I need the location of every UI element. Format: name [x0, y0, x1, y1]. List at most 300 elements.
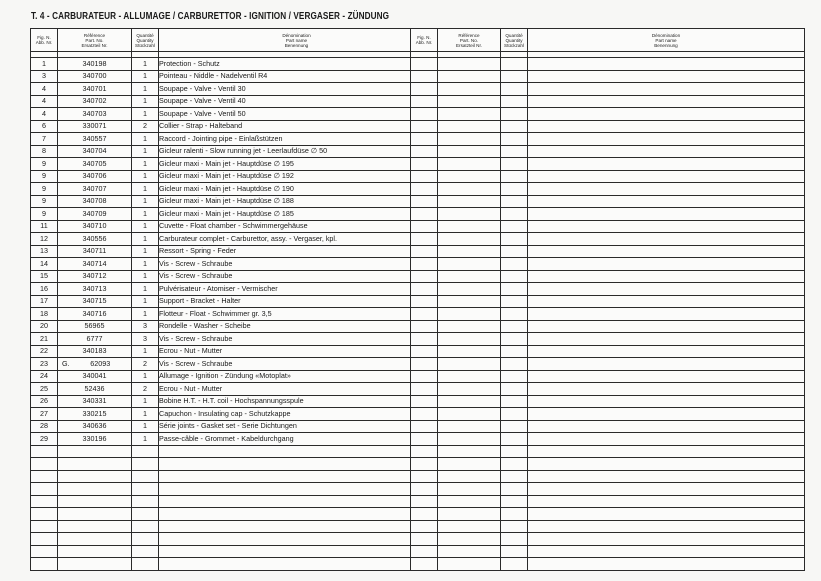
table-row [411, 195, 805, 208]
part-number-value: 56965 [84, 321, 105, 331]
quantity [501, 195, 528, 208]
part-number [58, 258, 132, 271]
fig-number [411, 120, 438, 133]
part-number [58, 495, 132, 508]
part-number [438, 508, 501, 521]
part-number-value: 52436 [84, 383, 105, 393]
fig-number: 9 [31, 195, 58, 208]
table-row [31, 220, 435, 233]
part-number-value: 340716 [82, 308, 107, 318]
part-number [58, 370, 132, 383]
part-number [58, 270, 132, 283]
part-number [438, 183, 501, 196]
part-number [438, 333, 501, 346]
fig-number [411, 170, 438, 183]
parts-table-right [410, 28, 805, 571]
part-name [159, 483, 435, 496]
quantity [501, 108, 528, 121]
fig-number [411, 245, 438, 258]
part-name [528, 283, 805, 296]
quantity [132, 520, 159, 533]
fig-number [31, 483, 58, 496]
fig-number: 24 [31, 370, 58, 383]
part-name: Capuchon - Insulating cap - Schutzkappe [159, 408, 435, 421]
part-number [438, 270, 501, 283]
part-name [528, 245, 805, 258]
quantity [501, 58, 528, 71]
part-number [438, 158, 501, 171]
table-row [31, 245, 435, 258]
part-number [438, 70, 501, 83]
part-number [58, 483, 132, 496]
quantity: 1 [132, 195, 159, 208]
fig-number [411, 108, 438, 121]
fig-number: 21 [31, 333, 58, 346]
table-row [411, 395, 805, 408]
part-number [58, 470, 132, 483]
fig-number: 29 [31, 433, 58, 446]
fig-number [411, 145, 438, 158]
fig-number [411, 408, 438, 421]
table-row [411, 158, 805, 171]
part-name [159, 533, 435, 546]
quantity [132, 545, 159, 558]
fig-number [411, 420, 438, 433]
part-name [528, 420, 805, 433]
part-name: Pointeau - Niddle - Nadelventil R4 [159, 70, 435, 83]
fig-number: 16 [31, 283, 58, 296]
part-number-value: 340712 [82, 271, 107, 281]
fig-number: 26 [31, 395, 58, 408]
table-row [31, 420, 435, 433]
part-number [438, 220, 501, 233]
part-name [159, 558, 435, 571]
table-row [411, 320, 805, 333]
quantity: 3 [132, 320, 159, 333]
part-number [58, 433, 132, 446]
part-number [58, 533, 132, 546]
table-row [411, 533, 805, 546]
part-name [528, 408, 805, 421]
quantity [501, 83, 528, 96]
part-name [528, 395, 805, 408]
fig-number: 23 [31, 358, 58, 371]
quantity: 2 [132, 120, 159, 133]
part-number [438, 170, 501, 183]
fig-number [411, 470, 438, 483]
table-row [411, 170, 805, 183]
part-number [438, 120, 501, 133]
fig-number [411, 333, 438, 346]
fig-number [411, 433, 438, 446]
part-number [438, 133, 501, 146]
part-number [58, 233, 132, 246]
fig-number: 27 [31, 408, 58, 421]
quantity [501, 170, 528, 183]
quantity: 1 [132, 420, 159, 433]
part-name [528, 470, 805, 483]
part-number [58, 395, 132, 408]
table-row [31, 445, 435, 458]
quantity: 1 [132, 158, 159, 171]
part-name: Vis - Screw - Schraube [159, 270, 435, 283]
table-row [31, 408, 435, 421]
part-number [438, 433, 501, 446]
header-ref: Référence Part. No. Ersatzteil Nr. [438, 29, 501, 52]
fig-number [31, 458, 58, 471]
table-row [411, 108, 805, 121]
part-name [159, 445, 435, 458]
part-name: Protection - Schutz [159, 58, 435, 71]
part-number [58, 195, 132, 208]
part-name [528, 170, 805, 183]
quantity [501, 433, 528, 446]
part-number [438, 108, 501, 121]
part-name: Ressort - Spring - Feder [159, 245, 435, 258]
quantity: 1 [132, 283, 159, 296]
table-row [411, 245, 805, 258]
part-number [58, 283, 132, 296]
part-name [159, 470, 435, 483]
quantity [501, 383, 528, 396]
header-qty: Quantité Quantity Stückzahl [501, 29, 528, 52]
quantity [501, 295, 528, 308]
table-row [31, 133, 435, 146]
part-number-value: 340556 [82, 233, 107, 243]
table-row [411, 408, 805, 421]
part-name: Série joints - Gasket set - Serie Dichtungen [159, 420, 435, 433]
quantity [501, 420, 528, 433]
part-number [438, 95, 501, 108]
quantity [501, 333, 528, 346]
part-name [528, 433, 805, 446]
fig-number [411, 58, 438, 71]
part-number-value: 340715 [82, 296, 107, 306]
fig-number: 22 [31, 345, 58, 358]
table-header-row [411, 29, 805, 52]
part-number [58, 208, 132, 221]
fig-number [31, 545, 58, 558]
part-number [438, 345, 501, 358]
quantity [501, 208, 528, 221]
fig-number [411, 183, 438, 196]
part-number-value: 340706 [82, 171, 107, 181]
quantity: 1 [132, 220, 159, 233]
quantity [501, 395, 528, 408]
table-row [411, 283, 805, 296]
fig-number: 15 [31, 270, 58, 283]
part-number [58, 108, 132, 121]
quantity [501, 258, 528, 271]
fig-number [411, 295, 438, 308]
part-number [438, 233, 501, 246]
part-name [528, 333, 805, 346]
table-row [411, 458, 805, 471]
fig-number: 13 [31, 245, 58, 258]
quantity: 1 [132, 108, 159, 121]
part-number [58, 520, 132, 533]
part-name: Gicleur maxi - Main jet - Hauptdüse ∅ 185 [159, 208, 435, 221]
quantity [501, 370, 528, 383]
fig-number: 9 [31, 208, 58, 221]
quantity [132, 533, 159, 546]
table-row [411, 445, 805, 458]
quantity: 1 [132, 83, 159, 96]
table-row [411, 483, 805, 496]
table-row [411, 95, 805, 108]
quantity [132, 495, 159, 508]
part-name: Gicleur maxi - Main jet - Hauptdüse ∅ 195 [159, 158, 435, 171]
quantity [501, 145, 528, 158]
table-row [411, 233, 805, 246]
quantity [501, 358, 528, 371]
part-number-prefix: G. [62, 358, 70, 368]
table-row [411, 558, 805, 571]
part-number-value: 340636 [82, 421, 107, 431]
part-number-value: 62093 [90, 358, 111, 368]
table-row [411, 58, 805, 71]
part-name: Ecrou - Nut - Mutter [159, 383, 435, 396]
part-name [528, 458, 805, 471]
part-number [438, 208, 501, 221]
part-number [58, 383, 132, 396]
part-name [528, 183, 805, 196]
part-name [528, 345, 805, 358]
fig-number: 20 [31, 320, 58, 333]
table-header-row [31, 29, 435, 52]
table-row [411, 495, 805, 508]
part-number [58, 420, 132, 433]
part-number [438, 320, 501, 333]
part-name: Gicleur maxi - Main jet - Hauptdüse ∅ 192 [159, 170, 435, 183]
part-name [528, 533, 805, 546]
part-name [528, 308, 805, 321]
quantity [501, 345, 528, 358]
quantity: 1 [132, 183, 159, 196]
part-number-value: 340708 [82, 196, 107, 206]
part-name: Flotteur - Float - Schwimmer gr. 3,5 [159, 308, 435, 321]
part-name [528, 383, 805, 396]
quantity [132, 445, 159, 458]
fig-number [31, 445, 58, 458]
fig-number [411, 158, 438, 171]
part-number [58, 158, 132, 171]
table-row [31, 320, 435, 333]
part-name [528, 108, 805, 121]
parts-table-right-body [411, 58, 805, 571]
part-name [159, 495, 435, 508]
quantity: 2 [132, 383, 159, 396]
table-row [31, 395, 435, 408]
part-number-value: 340702 [82, 96, 107, 106]
part-name [528, 483, 805, 496]
part-number-value: 340709 [82, 208, 107, 218]
fig-number: 8 [31, 145, 58, 158]
table-row [31, 470, 435, 483]
part-name: Vis - Screw - Schraube [159, 258, 435, 271]
fig-number: 4 [31, 108, 58, 121]
part-number [58, 445, 132, 458]
part-number [58, 133, 132, 146]
quantity [501, 133, 528, 146]
table-row [411, 345, 805, 358]
fig-number [411, 358, 438, 371]
part-name [528, 508, 805, 521]
part-number [58, 120, 132, 133]
part-number [58, 145, 132, 158]
part-number-value: 340557 [82, 133, 107, 143]
table-row [411, 508, 805, 521]
part-name [528, 545, 805, 558]
table-row [411, 370, 805, 383]
part-number-value: 6777 [86, 333, 103, 343]
table-row [31, 208, 435, 221]
part-number [58, 558, 132, 571]
part-number-value: 340704 [82, 146, 107, 156]
part-number [58, 508, 132, 521]
header-fig: Fig. N. Abb. Nr. [411, 29, 438, 52]
part-number [438, 458, 501, 471]
quantity: 1 [132, 58, 159, 71]
part-number [438, 258, 501, 271]
fig-number: 6 [31, 120, 58, 133]
part-number [438, 283, 501, 296]
table-row [411, 208, 805, 221]
table-row [31, 83, 435, 96]
fig-number [411, 520, 438, 533]
part-name [528, 95, 805, 108]
part-name [528, 158, 805, 171]
fig-number [411, 308, 438, 321]
table-row [31, 295, 435, 308]
table-row [31, 458, 435, 471]
part-number [58, 308, 132, 321]
fig-number [411, 233, 438, 246]
table-row [411, 220, 805, 233]
part-number [58, 333, 132, 346]
part-number [58, 358, 132, 371]
quantity [501, 95, 528, 108]
part-name [528, 558, 805, 571]
table-row [31, 145, 435, 158]
part-name: Raccord - Jointing pipe - Einlaßstützen [159, 133, 435, 146]
part-number [58, 320, 132, 333]
fig-number [411, 395, 438, 408]
part-number [438, 295, 501, 308]
quantity [501, 158, 528, 171]
table-row [411, 358, 805, 371]
table-row [411, 308, 805, 321]
part-number-value: 330196 [82, 433, 107, 443]
part-number-value: 340703 [82, 108, 107, 118]
part-number [58, 458, 132, 471]
quantity: 1 [132, 95, 159, 108]
part-name: Vis - Screw - Schraube [159, 333, 435, 346]
part-number [438, 195, 501, 208]
quantity: 1 [132, 245, 159, 258]
part-number [438, 558, 501, 571]
part-number [58, 245, 132, 258]
part-number [58, 295, 132, 308]
fig-number [411, 370, 438, 383]
part-name [528, 220, 805, 233]
fig-number [411, 283, 438, 296]
fig-number: 18 [31, 308, 58, 321]
quantity: 1 [132, 395, 159, 408]
part-name: Gicleur maxi - Main jet - Hauptdüse ∅ 188 [159, 195, 435, 208]
quantity [501, 533, 528, 546]
fig-number [411, 270, 438, 283]
part-name [528, 208, 805, 221]
part-name [159, 458, 435, 471]
part-name: Allumage - Ignition - Zündung «Motoplat» [159, 370, 435, 383]
quantity: 1 [132, 270, 159, 283]
part-number [438, 383, 501, 396]
quantity [132, 508, 159, 521]
table-row [411, 520, 805, 533]
part-number [438, 470, 501, 483]
part-name [528, 520, 805, 533]
fig-number [411, 220, 438, 233]
fig-number [31, 558, 58, 571]
part-number [438, 308, 501, 321]
part-name: Ecrou - Nut - Mutter [159, 345, 435, 358]
part-number-value: 340183 [82, 346, 107, 356]
part-number-value: 340331 [82, 396, 107, 406]
part-number [438, 495, 501, 508]
quantity [501, 270, 528, 283]
table-row [411, 145, 805, 158]
table-row [411, 470, 805, 483]
fig-number [31, 520, 58, 533]
part-name [528, 258, 805, 271]
fig-number [31, 495, 58, 508]
fig-number [411, 533, 438, 546]
table-row [411, 70, 805, 83]
part-number [58, 70, 132, 83]
part-number [438, 420, 501, 433]
fig-number: 4 [31, 95, 58, 108]
quantity: 1 [132, 433, 159, 446]
table-row [31, 358, 435, 371]
part-number-value: 340713 [82, 283, 107, 293]
part-name: Gicleur ralenti - Slow running jet - Leerlaufdüse ∅ 50 [159, 145, 435, 158]
part-name: Collier - Strap - Halteband [159, 120, 435, 133]
part-number [438, 520, 501, 533]
quantity [501, 470, 528, 483]
table-row [31, 508, 435, 521]
table-row [31, 533, 435, 546]
quantity [132, 470, 159, 483]
fig-number [411, 383, 438, 396]
part-name: Pulvérisateur - Atomiser - Vermischer [159, 283, 435, 296]
fig-number [411, 558, 438, 571]
quantity: 1 [132, 133, 159, 146]
table-row [411, 120, 805, 133]
part-name: Carburateur complet - Carburettor, assy. - Vergaser, kpl. [159, 233, 435, 246]
part-name [528, 133, 805, 146]
table-row [31, 170, 435, 183]
table-row [31, 520, 435, 533]
fig-number: 11 [31, 220, 58, 233]
part-number [438, 408, 501, 421]
part-number [438, 533, 501, 546]
fig-number [31, 508, 58, 521]
part-name: Support - Bracket - Halter [159, 295, 435, 308]
fig-number [411, 320, 438, 333]
part-number [438, 145, 501, 158]
part-number-value: 340198 [82, 58, 107, 68]
